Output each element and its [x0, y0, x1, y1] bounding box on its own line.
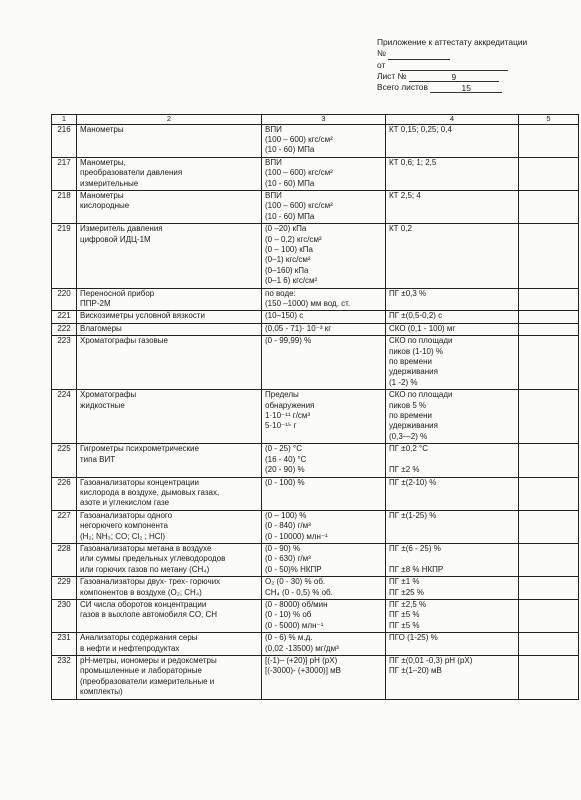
instrument-name-line: преобразователи давления — [80, 168, 183, 178]
row-number: 229 — [52, 577, 77, 600]
instrument-name — [77, 336, 262, 390]
note — [519, 124, 579, 157]
instrument-name-line: Влагомеры — [80, 323, 122, 333]
accuracy-line: ПГО (1-25) % — [389, 633, 438, 643]
measurement-range-line: (0 - 99,99) % — [265, 336, 312, 346]
measurement-range-line: CH₄ (0 - 0,5) % об. — [265, 587, 333, 597]
accuracy — [386, 477, 519, 510]
measurement-range — [262, 543, 386, 576]
instrument-name-line: негорючего компонента — [80, 521, 168, 531]
accuracy — [386, 224, 519, 288]
sheet-label: Лист № — [377, 70, 407, 81]
appendix-title: Приложение к аттестату аккредитации — [377, 37, 528, 47]
sheet-number: 9 — [409, 72, 499, 82]
accuracy-line: СКО по площади — [389, 390, 453, 400]
measurement-range-line: (0 - 8000) об/мин — [265, 599, 328, 609]
measurement-range — [262, 510, 386, 543]
row-number: 228 — [52, 543, 77, 576]
row-number: 221 — [52, 311, 77, 323]
accuracy-line: КТ 0,15; 0,25; 0,4 — [389, 124, 452, 134]
measurement-range-line: (0 - 90) % — [265, 543, 301, 553]
table-row — [52, 477, 579, 510]
table-row — [52, 543, 579, 576]
accuracy-line: ПГ ±(6 - 25) % — [389, 543, 441, 553]
measurement-range — [262, 124, 386, 157]
note — [519, 599, 579, 632]
accuracy — [386, 124, 519, 157]
instrument-name — [77, 656, 262, 700]
instrument-name-line: pH-метры, иономеры и редоксметры — [80, 656, 217, 665]
table-row — [52, 390, 579, 444]
measurement-range — [262, 336, 386, 390]
accuracy-line: (1 -2) % — [389, 377, 418, 387]
instrument-name-line: промышленные и лабораторные — [80, 666, 202, 676]
measurement-range — [262, 390, 386, 444]
instrument-name — [77, 190, 262, 223]
instrument-name-line: Газоанализаторы метана в воздухе — [80, 543, 212, 553]
note — [519, 543, 579, 576]
instrument-name-line: Манометры — [80, 190, 124, 200]
measurement-range-line: (0 - 840) г/м³ — [265, 521, 311, 531]
accuracy — [386, 323, 519, 335]
table-header-row — [52, 115, 579, 125]
measurement-range — [262, 477, 386, 510]
accuracy — [386, 633, 519, 656]
table-row — [52, 288, 579, 311]
instrument-name-line: Анализаторы содержания серы — [80, 633, 198, 643]
measurement-range-line: Пределы — [265, 390, 299, 400]
accuracy-line: (0,3—2) % — [389, 431, 428, 441]
instrument-name-line: Измеритель давления — [80, 224, 163, 234]
document-header — [377, 37, 577, 93]
accuracy-line: ПГ ±0,3 % — [389, 288, 427, 298]
note — [519, 288, 579, 311]
accuracy-line: по времени — [389, 411, 432, 421]
instrument-name-line: (преобразователи измерительные и — [80, 676, 215, 686]
instrument-name — [77, 323, 262, 335]
row-number: 231 — [52, 633, 77, 656]
row-number: 224 — [52, 390, 77, 444]
table-row — [52, 311, 579, 323]
instrument-name-line: типа ВИТ — [80, 454, 116, 464]
measurement-range — [262, 633, 386, 656]
instrument-name-line: цифровой ИДЦ-1М — [80, 234, 151, 244]
instrument-name-line: газов в выхлопе автомобиля CO, CH — [80, 610, 218, 620]
instrument-name-line: (H₂; NH₃; CO; Cl₂ ; HCl) — [80, 531, 166, 541]
measurement-range-line: [(-3000)- (+3000)] мВ — [265, 666, 341, 676]
accuracy-line: ПГ ±1 % — [389, 577, 420, 587]
note — [519, 577, 579, 600]
accuracy-line: ПГ ±2,5 % — [389, 599, 427, 609]
instrument-name-line: Манометры, — [80, 157, 126, 167]
accuracy-line — [389, 554, 518, 564]
header-cell: 5 — [519, 115, 579, 125]
accuracy-line: КТ 0,2 — [389, 224, 412, 234]
table-row — [52, 323, 579, 335]
accuracy — [386, 599, 519, 632]
instrument-name-line: Газоанализаторы двух- трех- горючих — [80, 577, 221, 587]
measurement-range — [262, 288, 386, 311]
instrument-name-line: компонентов в воздухе (O₂; CH₄) — [80, 587, 202, 597]
measurement-range — [262, 157, 386, 190]
note — [519, 336, 579, 390]
table-row — [52, 190, 579, 223]
accuracy-line: ПГ ±(1-25) % — [389, 510, 437, 520]
table-row — [52, 599, 579, 632]
measurement-range-line: O₂ (0 - 30) % об. — [265, 577, 326, 587]
measurement-range-line: (150 –1000) мм вод. ст. — [265, 299, 351, 308]
instrument-name-line: Хроматографы — [80, 390, 137, 400]
total-sheets-number: 15 — [430, 83, 502, 93]
header-cell: 2 — [77, 115, 262, 125]
note — [519, 224, 579, 288]
instrument-name-line: в нефти и нефтепродуктах — [80, 643, 180, 653]
note — [519, 323, 579, 335]
accuracy — [386, 444, 519, 477]
measurement-range-line: (0–1 6) кгс/см² — [265, 276, 318, 286]
note — [519, 444, 579, 477]
table-row — [52, 510, 579, 543]
measurement-range-line: (0 – 100) кПа — [265, 244, 313, 254]
measurement-range-line: (0 - 50)% НКПР — [265, 564, 322, 574]
measurement-range — [262, 311, 386, 323]
accuracy-line: пиков (1-10) % — [389, 346, 443, 356]
row-number: 219 — [52, 224, 77, 288]
measurement-range-line: (0–1) кгс/см² — [265, 255, 311, 265]
table-row — [52, 633, 579, 656]
accuracy — [386, 656, 519, 700]
instrument-name — [77, 288, 262, 311]
row-number: 217 — [52, 157, 77, 190]
measurement-range-line: (10 - 60) МПа — [265, 211, 315, 221]
accuracy-line: пиков 5 % — [389, 400, 427, 410]
note — [519, 390, 579, 444]
accuracy — [386, 157, 519, 190]
date-label: от — [377, 59, 386, 70]
instrument-name — [77, 510, 262, 543]
instrument-name-line: азоте и углекислом газе — [80, 498, 170, 508]
accuracy-line — [389, 455, 518, 465]
table-body — [52, 115, 579, 700]
instrument-name-line: СИ числа оборотов концентрации — [80, 599, 207, 609]
table-row — [52, 157, 579, 190]
accuracy-line: КТ 2,5; 4 — [389, 190, 421, 200]
table-row — [52, 124, 579, 157]
instrument-name-line: комплекты) — [80, 687, 123, 697]
accuracy — [386, 190, 519, 223]
accuracy-line: КТ 0,6; 1; 2,5 — [389, 157, 437, 167]
measurement-range-line: (0 - 6) % м.д. — [265, 633, 313, 643]
accuracy-line: ПГ ±5 % — [389, 610, 420, 620]
row-number: 226 — [52, 477, 77, 510]
instrument-name — [77, 477, 262, 510]
date-field — [400, 61, 508, 71]
instrument-name-line: Газоанализаторы концентрации — [80, 477, 200, 487]
instrument-name-line: ППР-2М — [80, 299, 111, 308]
instrument-name — [77, 390, 262, 444]
measurement-range-line: (16 - 40) °С — [265, 454, 307, 464]
instrument-name — [77, 444, 262, 477]
measurement-range-line: (10 - 60) МПа — [265, 145, 315, 155]
note — [519, 190, 579, 223]
note — [519, 633, 579, 656]
instrument-name — [77, 543, 262, 576]
note — [519, 477, 579, 510]
measurement-range-line: ВПИ — [265, 190, 282, 200]
accuracy-line: ПГ ±2 % — [389, 465, 420, 475]
instrument-name-line: кислородные — [80, 201, 130, 211]
accuracy-line: ПГ ±(2-10) % — [389, 477, 437, 487]
measurement-range-line: ВПИ — [265, 124, 282, 134]
row-number: 222 — [52, 323, 77, 335]
instrument-name-line: Газоанализаторы одного — [80, 510, 173, 520]
measurement-range-line: 1·10⁻¹¹ г/см³ — [265, 411, 311, 421]
row-number: 223 — [52, 336, 77, 390]
measurement-range — [262, 323, 386, 335]
measurement-range-line: (0 - 10) % об — [265, 610, 312, 620]
header-cell: 4 — [386, 115, 519, 125]
accuracy — [386, 390, 519, 444]
instrument-name-line: кислорода в воздухе, дымовых газах, — [80, 487, 220, 497]
instrument-name-line: или суммы предельных углеводородов — [80, 554, 226, 564]
measurement-range-line: (100 – 600) кгс/см² — [265, 201, 333, 211]
measurement-range-line: (20 - 90) % — [265, 465, 305, 475]
measurement-range-line: (0 – 0,2) кгс/см² — [265, 234, 322, 244]
accuracy-line: СКО (0,1 - 100) мг — [389, 323, 456, 333]
row-number: 227 — [52, 510, 77, 543]
measurement-range-line: (10 - 60) МПа — [265, 178, 315, 188]
accuracy-line: по времени — [389, 357, 432, 367]
number-label: № — [377, 48, 386, 59]
note — [519, 656, 579, 700]
instrument-name — [77, 633, 262, 656]
row-number: 218 — [52, 190, 77, 223]
instrument-name — [77, 224, 262, 288]
note — [519, 510, 579, 543]
instrument-name — [77, 157, 262, 190]
instrument-name-line: или горючих газов по метану (CH₄) — [80, 564, 210, 574]
instrument-name — [77, 577, 262, 600]
measurement-range-line: (100 – 600) кгс/см² — [265, 168, 333, 178]
accuracy-line: СКО по площади — [389, 336, 453, 346]
accuracy-line: ПГ ±(1–20) мВ — [389, 666, 442, 676]
instrument-name-line: Хроматографы газовые — [80, 336, 168, 346]
accuracy — [386, 336, 519, 390]
instrument-name-line: Гигрометры психрометрические — [80, 444, 199, 454]
measurement-range-line: (0,02 -13500) мг/дм³ — [265, 643, 339, 653]
measurement-range-line: (0,05 - 71)· 10⁻³ кг — [265, 323, 332, 333]
measurement-range-line: (0 - 25) °С — [265, 444, 302, 454]
accuracy-line: ПГ ±(0,01 -0,3) pH (pX) — [389, 656, 473, 665]
measurement-range — [262, 224, 386, 288]
accuracy — [386, 577, 519, 600]
instrument-name — [77, 599, 262, 632]
measurement-range-line: по воде: — [265, 288, 296, 298]
table-row — [52, 336, 579, 390]
number-field — [388, 50, 450, 60]
measurement-range-line: ВПИ — [265, 157, 282, 167]
note — [519, 157, 579, 190]
accuracy-line: удерживания — [389, 367, 438, 377]
row-number: 232 — [52, 656, 77, 700]
measurement-range-line: (100 – 600) кгс/см² — [265, 134, 333, 144]
measurement-range-line: (0 – 100) % — [265, 510, 307, 520]
instrument-name-line: Переносной прибор — [80, 288, 155, 298]
instrument-name — [77, 124, 262, 157]
accreditation-table — [51, 114, 579, 700]
measurement-range-line: (0–160) кПа — [265, 265, 309, 275]
accuracy — [386, 543, 519, 576]
measurement-range-line: [(-1)– (+20)] pH (pX) — [265, 656, 338, 665]
measurement-range-line: (0 - 100) % — [265, 477, 305, 487]
instrument-name-line: жидкостные — [80, 400, 125, 410]
measurement-range-line: (0 - 630) г/м³ — [265, 554, 311, 564]
measurement-range — [262, 190, 386, 223]
header-cell: 1 — [52, 115, 77, 125]
row-number: 220 — [52, 288, 77, 311]
accuracy-line: ПГ ±0,2 °С — [389, 444, 429, 454]
row-number: 225 — [52, 444, 77, 477]
accuracy-line: удерживания — [389, 421, 438, 431]
accuracy-line: ПГ ±5 % — [389, 620, 420, 630]
table-row — [52, 577, 579, 600]
instrument-name-line: Манометры — [80, 124, 124, 134]
measurement-range-line: (0 - 5000) млн⁻¹ — [265, 620, 324, 630]
instrument-name-line: Вискозиметры условной вязкости — [80, 311, 205, 321]
accuracy-line: ПГ ±25 % — [389, 587, 424, 597]
table-row — [52, 224, 579, 288]
measurement-range — [262, 599, 386, 632]
accuracy — [386, 288, 519, 311]
accuracy — [386, 510, 519, 543]
accuracy — [386, 311, 519, 323]
accuracy-line: ПГ ±8 % НКПР — [389, 564, 444, 574]
row-number: 230 — [52, 599, 77, 632]
total-sheets-label: Всего листов — [377, 82, 428, 93]
row-number: 216 — [52, 124, 77, 157]
instrument-name — [77, 311, 262, 323]
measurement-range-line: (10–150) с — [265, 311, 304, 321]
measurement-range-line: (0 –20) кПа — [265, 224, 307, 234]
measurement-range — [262, 577, 386, 600]
measurement-range — [262, 656, 386, 700]
instrument-name-line: измерительные — [80, 178, 139, 188]
note — [519, 311, 579, 323]
measurement-range — [262, 444, 386, 477]
table-row — [52, 656, 579, 700]
measurement-range-line: 5·10⁻¹⁵ г — [265, 421, 297, 431]
table-row — [52, 444, 579, 477]
accuracy-line: ПГ ±(0,5-0,2) с — [389, 311, 443, 321]
measurement-range-line: обнаружения — [265, 400, 315, 410]
measurement-range-line: (0 - 10000) млн⁻¹ — [265, 531, 328, 541]
header-cell: 3 — [262, 115, 386, 125]
